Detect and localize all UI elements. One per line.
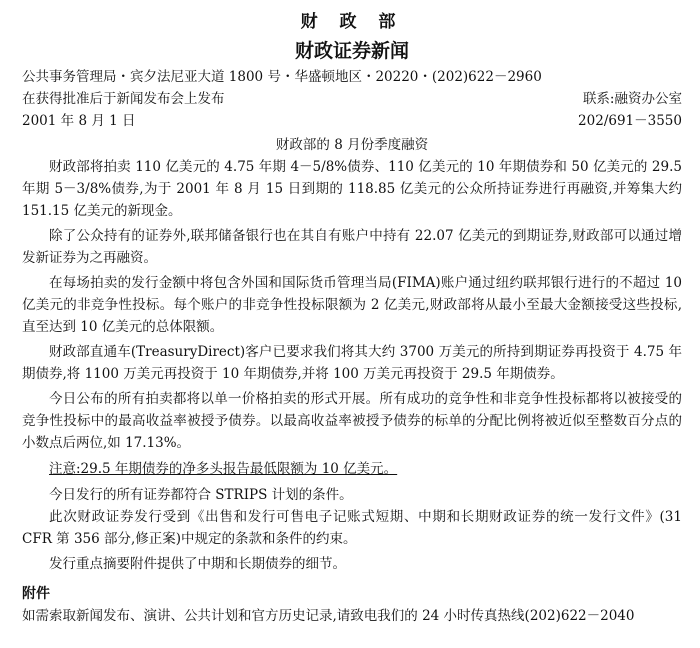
office-address: 公共事务管理局・宾夕法尼亚大道 1800 号・华盛顿地区・20220・(202)622－2960 [22, 69, 542, 85]
appendix-title: 附件 [22, 586, 50, 602]
body-paragraph: 今日发行的所有证券都符合 STRIPS 计划的条件。 [49, 487, 353, 503]
release-date: 2001 年 8 月 1 日 [22, 113, 136, 129]
body-paragraph: 此次财政证券发行受到《出售和发行可售电子记账式短期、中期和长期财政证券的统一发行文件》(31 CFR 第 356 部分,修正案)中规定的条款和条件的约束。 [22, 509, 682, 547]
meta-row-date [22, 110, 682, 132]
body-paragraph: 在每场拍卖的发行金额中将包含外国和国际货币管理当局(FIMA)账户通过纽约联邦银行进行的不超过 10 亿美元的非竞争性投标。每个账户的非竞争性投标限额为 2 亿美元,财政部将从最小至最大金额接受这些投标,直至达到 10 亿美元的总体限额。 [22, 275, 682, 335]
body-paragraph: 财政部直通车(TreasuryDirect)客户已要求我们将其大约 3700 万美元的所持到期证券再投资于 4.75 年期债券,将 1100 万美元再投资于 10 年期债券,并将 100 万美元再投资于 29.5 年期债券。 [22, 344, 682, 382]
release-note: 在获得批准后于新闻发布会上发布 [22, 91, 225, 107]
release-subtitle: 财政部的 8 月份季度融资 [275, 137, 429, 153]
note-text: 注意:29.5 年期债券的净多头报告最低限额为 10 亿美元。 [49, 461, 398, 477]
contact-phone: 202/691－3550 [578, 113, 682, 129]
body-paragraph: 除了公众持有的证券外,联邦储备银行也在其自有账户中持有 22.07 亿美元的到期证券,财政部可以通过增发新证券为之再融资。 [22, 228, 682, 266]
ministry-title: 财 政 部 [300, 12, 404, 32]
note-line [22, 458, 682, 480]
release-headline: 财政证券新闻 [294, 40, 409, 62]
appendix-text: 如需索取新闻发布、演讲、公共计划和官方历史记录,请致电我们的 24 小时传真热线(202)622－2040 [22, 608, 635, 624]
body-paragraph: 今日公布的所有拍卖都将以单一价格拍卖的形式开展。所有成功的竞争性和非竞争性投标都将以被接受的竞争性投标中的最高收益率被授予债券。以最高收益率被授予债券的标单的分配比例将被近似至整数百分点的小数点后两位,如 17.13%。 [22, 391, 682, 451]
contact-office: 联系:融资办公室 [582, 91, 682, 107]
body-paragraph: 财政部将拍卖 110 亿美元的 4.75 年期 4－5/8%债券、110 亿美元的 10 年期债券和 50 亿美元的 29.5 年期 5－3/8%债券,为于 2001 年 8 月 15 日到期的 118.85 亿美元的公众所持证券进行再融资,并筹集大约 151.15 亿美元的新现金。 [22, 159, 682, 219]
release-meta [22, 66, 682, 132]
meta-row-release [22, 88, 682, 110]
body-paragraph: 发行重点摘要附件提供了中期和长期债券的细节。 [49, 556, 346, 572]
